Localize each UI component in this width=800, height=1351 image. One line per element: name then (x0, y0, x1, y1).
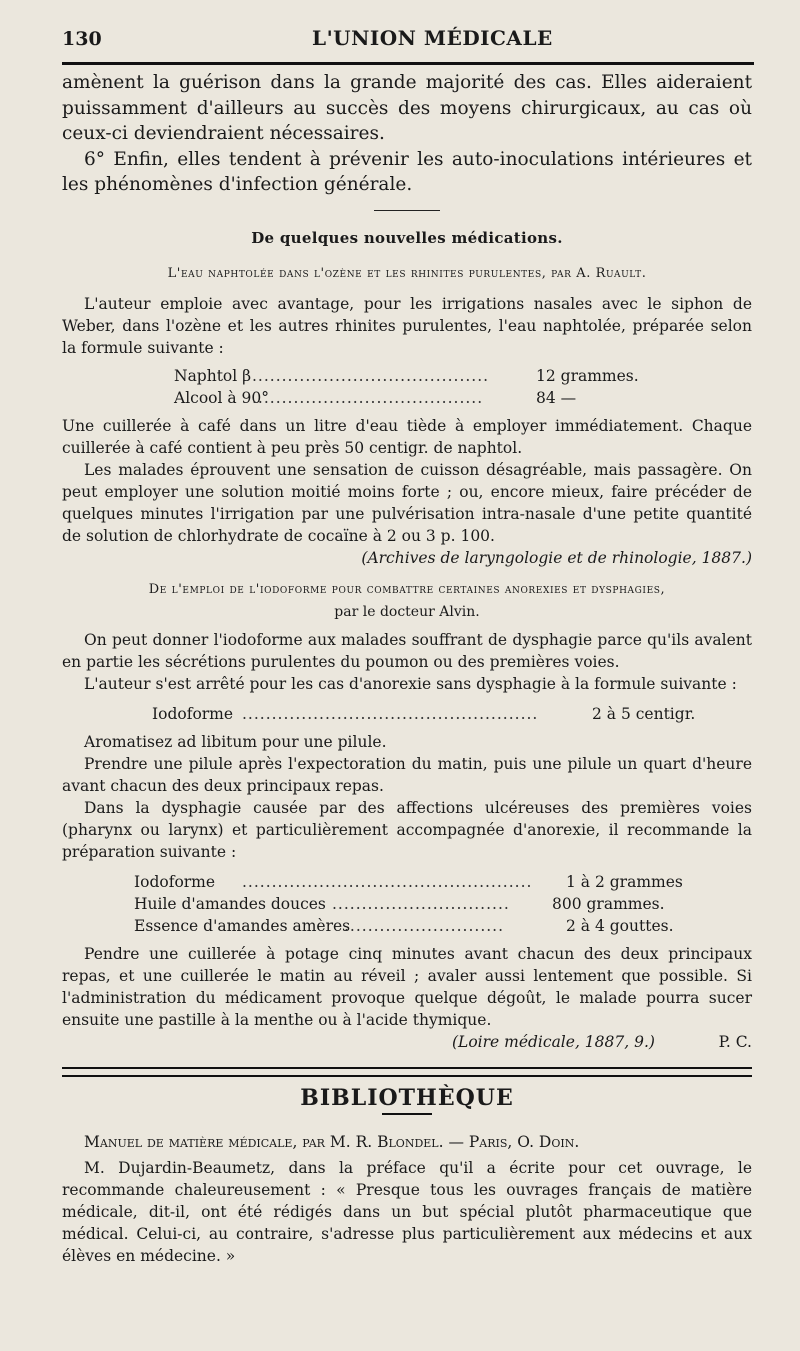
formula-line (62, 703, 752, 725)
article1-subhead: L'eau naphtolée dans l'ozène et les rhinites purulentes, par A. Ruault. (167, 265, 647, 281)
bibliography-heading: BIBLIOTHÈQUE (300, 1084, 514, 1111)
article2-citation: (Loire médicale, 1887, 9.) (452, 1032, 655, 1051)
article2-para4: Prendre une pilule après l'expectoration du matin, puis une pilule un quart d'heure avant chacun des deux principaux repas. (62, 754, 752, 795)
running-title: L'UNION MÉDICALE (312, 26, 553, 50)
article2-author: par le docteur Alvin. (334, 603, 480, 620)
intro-paragraph-2: 6° Enfin, elles tendent à prévenir les auto-inoculations intérieures et les phénomènes d'infection générale. (62, 148, 752, 195)
formula-dose: 84 — (536, 388, 577, 407)
intro-paragraph-1: amènent la guérison dans la grande majorité des cas. Elles aideraient puissamment d'ailleurs au succès des moyens chirurgicaux, au cas où ceux-ci deviendraient nécessaires. (62, 72, 752, 144)
formula-line (62, 365, 752, 387)
formula-leader: ........................... (344, 916, 505, 935)
section-heading: De quelques nouvelles médications. (251, 228, 563, 247)
article1-para1: Une cuillerée à café dans un litre d'eau tiède à employer immédiatement. Chaque cuillerée à café contient à peu près 50 centigr. de naphtol. (62, 416, 752, 457)
article2-para1: On peut donner l'iodoforme aux malades souffrant de dysphagie parce qu'ils avalent en partie les sécrétions purulentes du poumon ou des premières voies. (62, 630, 752, 671)
bibliography-entry-text: M. Dujardin-Beaumetz, dans la préface qu'il a écrite pour cet ouvrage, le recommande chaleureusement : « Presque tous les ouvrages français de matière médicale, dit-il, ont été rédigés dans un but spécial plutôt pharmaceutique que médical. Celui-ci, au contraire, s'adresse plus particulièrement aux médecins et aux élèves en médecine. » (62, 1158, 752, 1265)
article1-citation: (Archives de laryngologie et de rhinologie, 1887.) (361, 548, 752, 567)
formula-dose: 800 grammes. (552, 894, 665, 913)
formula-leader: ................................................. (242, 872, 533, 891)
formula-ingredient: Iodoforme (134, 872, 216, 891)
header-rule (62, 62, 754, 65)
formula-dose: 12 grammes. (536, 366, 639, 385)
formula-dose: 2 à 4 gouttes. (566, 916, 674, 935)
article2-para5: Dans la dysphagie causée par des affections ulcéreuses des premières voies (pharynx ou larynx) et particulièrement accompagnée d'anorexie, il recommande la préparation suivante : (62, 798, 752, 861)
bibliography-entry-title: Manuel de matière médicale, par M. R. Blondel. — Paris, O. Doin. (84, 1132, 580, 1151)
article1-intro: L'auteur emploie avec avantage, pour les irrigations nasales avec le siphon de Weber, dans l'ozène et les autres rhinites purulentes, l'eau naphtolée, préparée selon la formule suivante : (62, 294, 752, 357)
formula-dose: 1 à 2 grammes (566, 872, 683, 891)
formula-dose: 2 à 5 centigr. (592, 704, 696, 723)
page-body (62, 70, 752, 1267)
formula-line (62, 915, 752, 937)
formula-leader: .............................. (332, 894, 510, 913)
formula-ingredient: Iodoforme (152, 704, 234, 723)
article2-para3: Aromatisez ad libitum pour une pilule. (84, 732, 387, 751)
article1-para2: Les malades éprouvent une sensation de cuisson désagréable, mais passagère. On peut employer une solution moitié moins forte ; ou, encore mieux, faire précéder de quelques minutes l'irrigation par une pulvérisation intra-nasale d'une petite quantité de solution de chlorhydrate de cocaïne à 2 ou 3 p. 100. (62, 460, 752, 545)
article2-signature: P. C. (718, 1032, 752, 1051)
article2-footer (62, 1031, 752, 1053)
formula-leader: ....................................... (252, 388, 484, 407)
formula-leader: .................................................. (242, 704, 539, 723)
page-header (62, 22, 750, 58)
bibliography-divider (382, 1113, 432, 1115)
article2-formula (62, 703, 752, 725)
formula-ingredient: Alcool à 90° (174, 388, 270, 407)
formula-line (62, 871, 752, 893)
article2-subhead: De l'emploi de l'iodoforme pour combattre certaines anorexies et dysphagies, (148, 581, 666, 597)
page-number: 130 (62, 28, 102, 50)
formula-line (62, 387, 752, 409)
formula-ingredient: Naphtol β (174, 366, 252, 385)
article1-formula (62, 365, 752, 409)
formula-leader: ........................................ (252, 366, 490, 385)
section-divider (374, 210, 440, 211)
formula-ingredient: Essence d'amandes amères (134, 916, 351, 935)
article2-formula2 (62, 871, 752, 937)
formula-line (62, 893, 752, 915)
article2-para2: L'auteur s'est arrêté pour les cas d'anorexie sans dysphagie à la formule suivante : (84, 674, 737, 693)
formula-ingredient: Huile d'amandes douces (134, 894, 326, 913)
article2-para6: Pendre une cuillerée à potage cinq minutes avant chacun des deux principaux repas, et une cuillerée le matin au réveil ; avaler aussi lentement que possible. Si l'administration du médicament provoque quelque dégoût, le malade pourra sucer ensuite une pastille à la menthe ou à l'acide thymique. (62, 944, 752, 1029)
bibliography-rule (62, 1067, 752, 1077)
